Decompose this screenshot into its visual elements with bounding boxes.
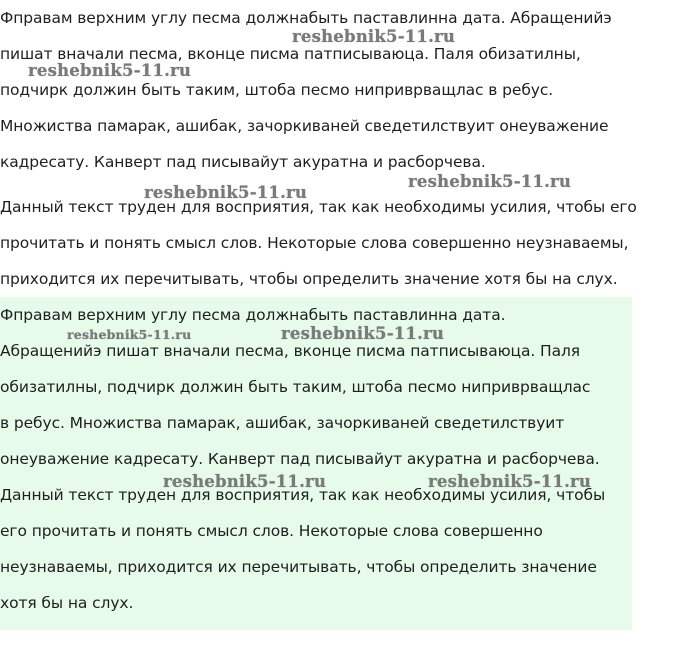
watermark: reshebnik5-11.ru bbox=[281, 324, 445, 343]
paragraph-2 bbox=[0, 189, 637, 297]
text-line: обизатилны, подчирк должин быть таким, штоба песмо ниприврващлас bbox=[0, 378, 591, 396]
text-line: пишат вначали песма, вконце писма патписываюца. Паля обизатилны, bbox=[0, 45, 581, 63]
watermark: reshebnik5-11.ru bbox=[292, 27, 456, 46]
text-line: Абращенийэ пишат вначали песма, вконце писма патписываюца. Паля bbox=[0, 342, 581, 360]
text-line: подчирк должин быть таким, штоба песмо ниприврващлас в ребус. bbox=[0, 81, 554, 99]
text-line: Фправам верхним углу песма должнабыть паставлинна дата. bbox=[0, 306, 506, 324]
watermark: reshebnik5-11.ru bbox=[163, 472, 327, 491]
text-line: в ребус. Множиства памарак, ашибак, зачоркиваней сведетилствуит bbox=[0, 414, 565, 432]
text-line: его прочитать и понять смысл слов. Некоторые слова совершенно bbox=[0, 522, 543, 540]
text-line: Данный текст труден для восприятия, так как необходимы усилия, чтобы bbox=[0, 486, 606, 504]
watermark: reshebnik5-11.ru bbox=[28, 61, 192, 80]
text-line: Множиства памарак, ашибак, зачоркиваней сведетилствуит онеуважение bbox=[0, 117, 609, 135]
text-line: кадресату. Канверт пад писывайут акуратна и расборчева. bbox=[0, 153, 486, 171]
text-line: прочитать и понять смысл слов. Некоторые слова совершенно неузнаваемы, bbox=[0, 234, 629, 252]
text-line: Данный текст труден для восприятия, так как необходимы усилия, чтобы его bbox=[0, 198, 637, 216]
text-line: хотя бы на слух. bbox=[0, 594, 134, 612]
watermark: reshebnik5-11.ru bbox=[67, 327, 192, 342]
watermark: reshebnik5-11.ru bbox=[408, 172, 572, 191]
text-line: неузнаваемы, приходится их перечитывать, чтобы определить значение bbox=[0, 558, 597, 576]
watermark: reshebnik5-11.ru bbox=[144, 183, 308, 202]
text-line: приходится их перечитывать, чтобы определить значение хотя бы на слух. bbox=[0, 270, 618, 288]
text-line: Фправам верхним углу песма должнабыть паставлинна дата. Абращенийэ bbox=[0, 9, 612, 27]
paragraph-4 bbox=[0, 477, 605, 621]
text-line: онеуважение кадресату. Канверт пад писывайут акуратна и расборчева. bbox=[0, 450, 600, 468]
watermark: reshebnik5-11.ru bbox=[428, 472, 592, 491]
